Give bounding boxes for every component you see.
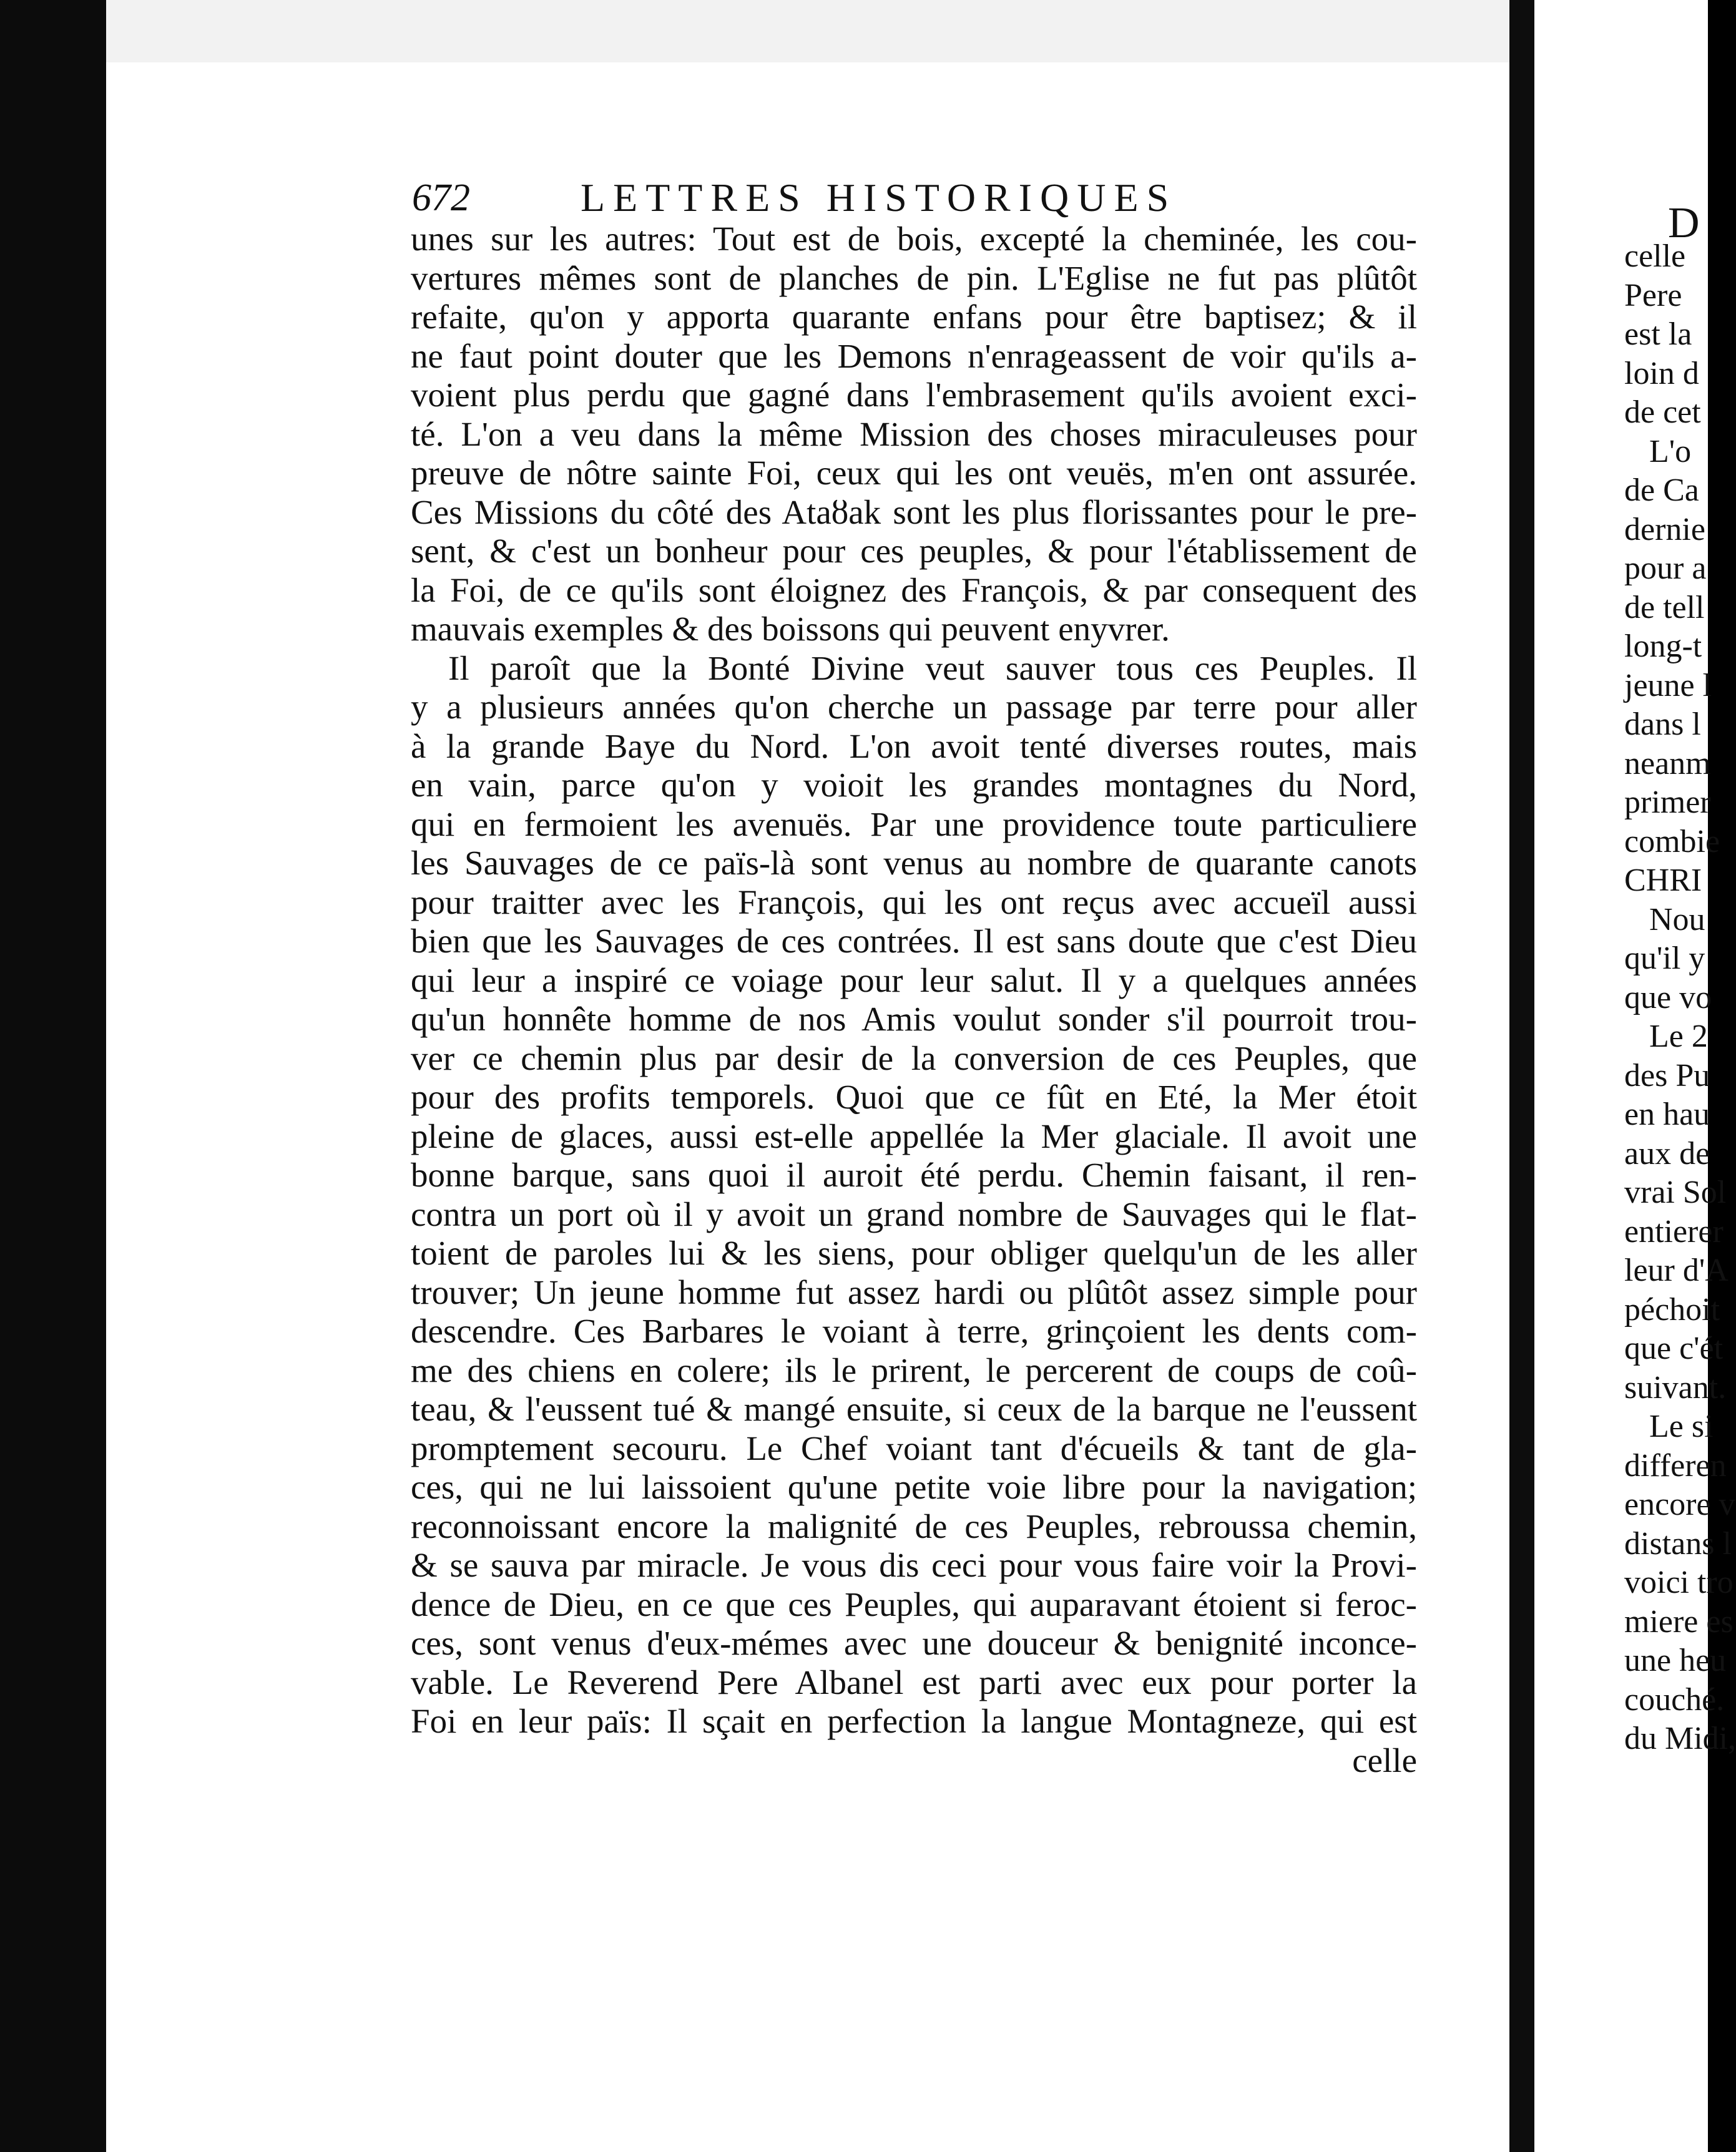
right-page-line: Le 2 [1649,1019,1708,1054]
text-line: Il paroît que la Bonté Divine veut sauver tous ces Peuples. Il [448,648,1417,687]
book-gutter [1509,0,1534,2152]
right-page-line: de tell [1624,589,1705,625]
right-page-line: qu'il y [1624,941,1705,976]
right-page-line: des Pu [1624,1057,1710,1093]
text-line: ces, qui ne lui laissoient qu'une petite voie libre pour la navigation; [411,1468,1417,1506]
catchword: celle [1352,1741,1417,1779]
text-line: la Foi, de ce qu'ils sont éloignez des François, & par consequent des [411,570,1417,609]
text-line: té. L'on a veu dans la même Mission des choses miraculeuses pour [411,414,1417,453]
text-line: & se sauva par miracle. Je vous dis ceci pour vous faire voir la Provi- [411,1546,1417,1584]
right-page-line: celle [1624,238,1686,274]
right-page-line: vrai Sol [1624,1175,1727,1210]
page-top-shadow [106,0,1509,62]
right-page-line: CHRI [1624,863,1702,898]
right-page-dropcap: D [1668,199,1700,247]
right-page-line: primer [1624,785,1711,820]
text-line: pour des profits temporels. Quoi que ce fût en Eté, la Mer étoit [411,1078,1417,1116]
text-line: qu'un honnête homme de nos Amis voulut sonder s'il pourroit trou- [411,1000,1417,1038]
right-page-line: de cet [1624,394,1701,430]
text-line: ver ce chemin plus par desir de la conversion de ces Peuples, que [411,1039,1417,1077]
right-page-line: du Midi, [1624,1721,1736,1756]
text-line: toient de paroles lui & les siens, pour obliger quelqu'un de les aller [411,1234,1417,1272]
running-title: LETTRES HISTORIQUES [581,175,1177,220]
text-line: y a plusieurs années qu'on cherche un passage par terre pour aller [411,688,1417,726]
text-line: vertures mêmes sont de planches de pin. L'Eglise ne fut pas plûtôt [411,258,1417,297]
right-page-line: suivant. [1624,1369,1727,1406]
text-line: contra un port où il y avoit un grand nombre de Sauvages qui le flat- [411,1195,1417,1233]
right-page-line: de Ca [1624,472,1699,508]
body-text [411,220,1417,1780]
text-line: Ces Missions du côté des Ataȣak sont les plus florissantes pour le pre- [411,492,1417,531]
right-page-line: dernie [1624,511,1705,547]
right-page-line: distans l [1624,1525,1732,1562]
right-page-line: L'o [1649,433,1692,469]
right-page-line: encore v [1624,1487,1735,1522]
text-line: trouver; Un jeune homme fut assez hardi ou plûtôt assez simple pour [411,1273,1417,1311]
right-page-line: Le si [1649,1409,1714,1444]
text-line: sent, & c'est un bonheur pour ces peuples, & pour l'établissement de [411,532,1417,570]
text-line: ne faut point douter que les Demons n'enrageassent de voir qu'ils a- [411,336,1417,375]
right-page-line: Nou [1649,901,1705,937]
text-line: bien que les Sauvages de ces contrées. Il est sans doute que c'est Dieu [411,922,1417,960]
text-line: promptement secouru. Le Chef voiant tant d'écueils & tant de gla- [411,1429,1417,1467]
right-page-line: jeune l [1624,667,1712,703]
right-page-line: leur d'A [1624,1253,1729,1288]
right-page-line: differen [1624,1447,1727,1484]
right-page-line: entierer [1624,1213,1724,1250]
right-page-line: aux de [1624,1135,1710,1171]
text-line: descendre. Ces Barbares le voiant à terre, grinçoient les dents com- [411,1312,1417,1350]
text-line: bonne barque, sans quoi il auroit été perdu. Chemin faisant, il ren- [411,1156,1417,1194]
right-page-line: pour a [1624,550,1707,586]
right-page-line: que vo [1624,979,1712,1015]
right-page-line: combie [1624,823,1720,859]
right-page-line: que c'ét [1624,1331,1724,1366]
text-line: à la grande Baye du Nord. L'on avoit tenté diverses routes, mais [411,726,1417,765]
right-page-line: miere es [1624,1603,1734,1640]
text-line: reconnoissant encore la malignité de ces Peuples, rebroussa chemin, [411,1507,1417,1545]
text-line: ces, sont venus d'eux-mémes avec une douceur & benignité inconce- [411,1624,1417,1662]
text-line: pour traitter avec les François, qui les ont reçus avec accueïl aussi [411,883,1417,921]
scan-left-edge [0,0,106,2152]
text-line: voient plus perdu que gagné dans l'embrasement qu'ils avoient exci- [411,376,1417,414]
right-page-line: neanm [1624,745,1711,781]
text-line: pleine de glaces, aussi est-elle appellée la Mer glaciale. Il avoit une [411,1117,1417,1155]
text-line: Foi en leur païs: Il sçait en perfection la langue Montagneze, qui est [411,1702,1417,1740]
right-page-line: dans l [1624,707,1701,742]
text-line: qui leur a inspiré ce voiage pour leur salut. Il y a quelques années [411,961,1417,999]
text-line: dence de Dieu, en ce que ces Peuples, qui auparavant étoient si feroc- [411,1585,1417,1623]
text-line: teau, & l'eussent tué & mangé ensuite, si ceux de la barque ne l'eussent [411,1390,1417,1428]
text-line: refaite, qu'on y apporta quarante enfans pour être baptisez; & il [411,298,1417,336]
right-page-line: Pere [1624,277,1682,313]
text-line: les Sauvages de ce païs-là sont venus au nombre de quarante canots [411,844,1417,882]
text-line: unes sur les autres: Tout est de bois, excepté la cheminée, les cou- [411,220,1417,258]
right-page-line: une heu [1624,1643,1727,1678]
right-page-line: long-t [1624,628,1702,664]
text-line: mauvais exemples & des boissons qui peuvent enyvrer. [411,610,1170,648]
right-page-line: est la [1624,316,1692,352]
text-line: qui en fermoient les avenuës. Par une providence toute particuliere [411,805,1417,843]
right-page-line: péchoit [1624,1291,1720,1328]
text-line: preuve de nôtre sainte Foi, ceux qui les ont veuës, m'en ont assurée. [411,454,1417,492]
right-page-line: couché. [1624,1681,1725,1718]
text-line: en vain, parce qu'on y voioit les grandes montagnes du Nord, [411,766,1417,804]
text-line: vable. Le Reverend Pere Albanel est parti avec eux pour porter la [411,1663,1417,1701]
text-line: me des chiens en colere; ils le prirent, le percerent de coups de coû- [411,1351,1417,1389]
page-header [412,170,1473,226]
right-page-line: en hau [1624,1097,1710,1132]
right-page-line: loin d [1624,355,1699,391]
right-page-text [1624,237,1736,1759]
right-page-line: voici tro [1624,1565,1734,1600]
page-number: 672 [412,177,470,219]
